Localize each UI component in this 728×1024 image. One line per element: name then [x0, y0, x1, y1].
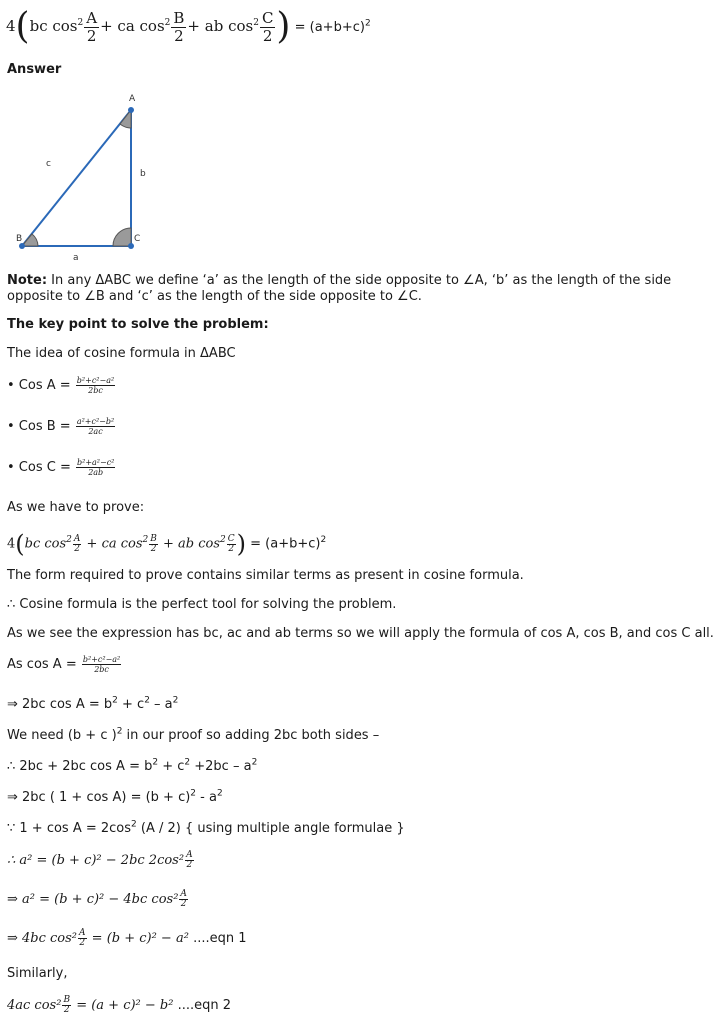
- answer-heading: Answer: [7, 62, 62, 77]
- note-line-2: opposite to ∠B and ‘c’ as the length of the side opposite to ∠C.: [7, 289, 422, 304]
- step-5: ⇒ a² = (b + c)² − 4bc cos² $\frac{A}{2}$: [7, 889, 187, 909]
- frac-b-2: $\frac{B}{2}$: [173, 8, 185, 45]
- frac-c-2: $\frac{C}{2}$: [261, 8, 274, 45]
- we-see-text: As we see the expression has bc, ac and ab terms so we will apply the formula of cos A, cos B, and cos C all.: [7, 626, 714, 641]
- vertex-a-label: A: [129, 94, 136, 104]
- prove-left-paren: (: [15, 530, 25, 558]
- prove-intro: As we have to prove:: [7, 500, 145, 515]
- cos-a-formula: • Cos A = $\frac{\text{b²+c²−a²}}{2bc}$: [7, 376, 115, 395]
- side-c-line: [22, 110, 131, 246]
- frac-a-2: $\frac{A}{2}$: [86, 8, 98, 45]
- cos-c-fraction: $\frac{\text{b²+a²−c²}}{2ab}$: [76, 458, 115, 477]
- note-line-1: Note: In any ΔABC we define ‘a’ as the length of the side opposite to ∠A, ‘b’ as the length of the side: [7, 273, 672, 288]
- prove-right-paren: ): [236, 530, 247, 558]
- prove-equation: 4(bc $\cos^2$ $\frac{A}{2}$ + ca $\cos^2$ $\frac{B}{2}$ + ab $\cos^2$ $\frac{C}{2}$ ) = $(a+b+c)^2$: [7, 530, 327, 558]
- cos-b-fraction: $\frac{\text{a²+c²−b²}}{2ac}$: [76, 417, 115, 436]
- step-6-frac: $\frac{A}{2}$: [79, 928, 86, 948]
- similarly-line: Similarly,: [7, 966, 68, 981]
- triangle-diagram: [0, 88, 180, 268]
- step-7: 4ac cos² $\frac{B}{2}$ = (a + c)² − b² ....eqn 2: [7, 995, 232, 1015]
- perfect-text: ∴ Cosine formula is the perfect tool for solving the problem.: [7, 597, 397, 612]
- angle-c-marker: [113, 228, 131, 246]
- side-a-label: a: [73, 253, 79, 263]
- step-6: ⇒ 4bc cos² $\frac{A}{2}$ = (b + c)² − a² ....eqn 1: [7, 928, 247, 948]
- idea-line: The idea of cosine formula in ΔABC: [7, 346, 236, 361]
- side-c-label: c: [46, 159, 51, 169]
- prove-frac-a: $\frac{A}{2}$: [73, 533, 81, 554]
- vertex-a-point: [128, 107, 134, 113]
- side-b-label: b: [140, 169, 146, 179]
- because-line: ∵ $1 + \cos A = 2\cos^2$ (A / 2) { using multiple angle formulae }: [7, 819, 405, 836]
- step-4: ∴ a² = (b + c)² − 2bc 2cos² $\frac{A}{2}$: [7, 850, 193, 870]
- prove-frac-c: $\frac{C}{2}$: [227, 533, 235, 554]
- need-line: We need (b + c )$^2$ in our proof so adding 2bc both sides –: [7, 726, 380, 743]
- angle-b-marker: [22, 234, 38, 246]
- left-paren: (: [15, 6, 30, 47]
- cos-a-fraction: $\frac{\text{b²+c²−a²}}{2bc}$: [76, 376, 115, 395]
- step-1: ⇒ 2bc $\cos A = b^2 + c^2 - a^2$: [7, 695, 179, 712]
- step-2: ∴ 2bc + 2bc $\cos A = b^2 + c^2 +2bc - a^2$: [7, 757, 258, 774]
- form-text: The form required to prove contains similar terms as present in cosine formula.: [7, 568, 524, 583]
- key-point-heading: The key point to solve the problem:: [7, 317, 269, 332]
- header-equation: 4(bc $\cos^2$ $\frac{A}{2}$ + ca $\cos^2$ $\frac{B}{2}$ + ab $\cos^2$ $\frac{C}{2}$ ) = $(a+b+c)^2$: [6, 6, 371, 47]
- cos-c-formula: • Cos C = $\frac{\text{b²+a²−c²}}{2ab}$: [7, 458, 115, 477]
- step-5-frac: $\frac{A}{2}$: [180, 889, 187, 909]
- step-4-frac: $\frac{A}{2}$: [186, 850, 193, 870]
- as-cos-a-line: As cos A = $\frac{\text{b²+c²−a²}}{2bc}$: [7, 655, 121, 674]
- vertex-c-label: C: [134, 234, 141, 244]
- step-7-frac: $\frac{B}{2}$: [63, 995, 71, 1015]
- vertex-b-label: B: [16, 234, 23, 244]
- right-paren: ): [276, 6, 291, 47]
- angle-a-marker: [120, 110, 131, 128]
- as-cos-a-fraction: $\frac{\text{b²+c²−a²}}{2bc}$: [82, 655, 121, 674]
- prove-frac-b: $\frac{B}{2}$: [150, 533, 157, 554]
- step-3: ⇒ 2bc ( $1 + \cos A) = (b + c)^2 - a^2$: [7, 788, 223, 805]
- cos-b-formula: • Cos B = $\frac{\text{a²+c²−b²}}{2ac}$: [7, 417, 115, 436]
